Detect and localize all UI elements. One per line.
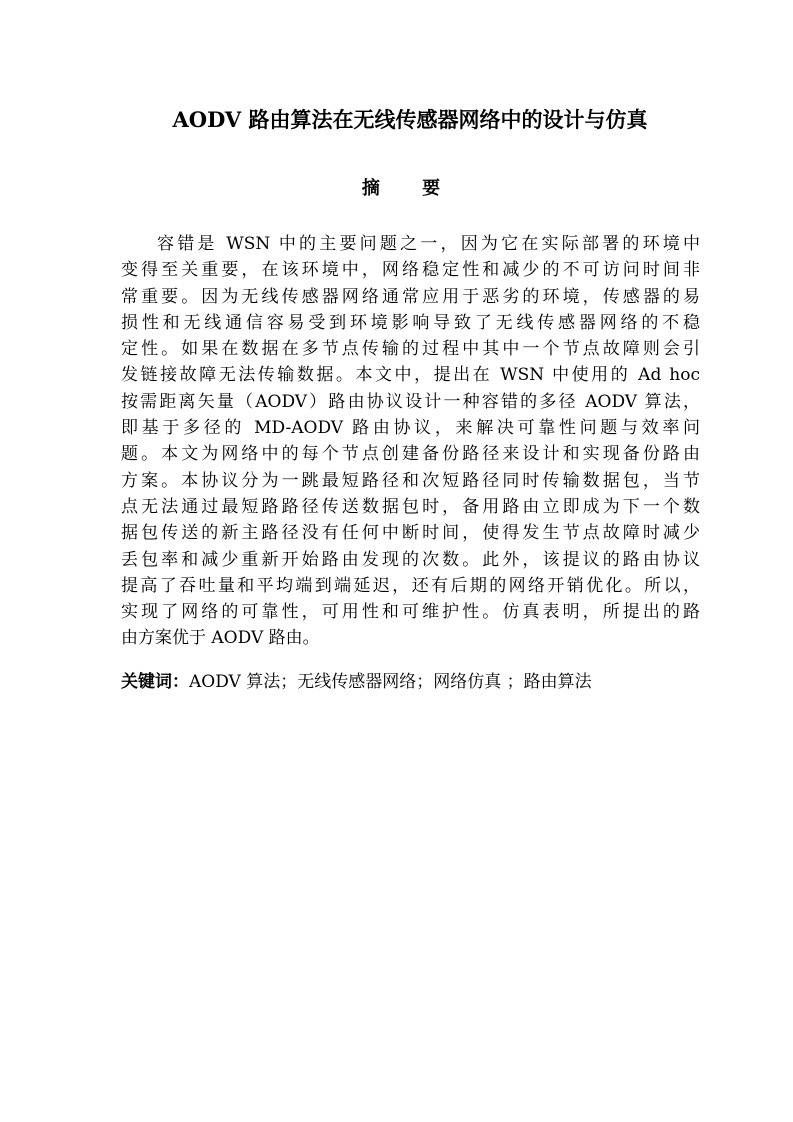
abstract-line: 按需距离矢量（AODV）路由协议设计一种容错的多径 AODV 算法， xyxy=(121,391,700,412)
abstract-line: 即基于多径的 MD-AODV 路由协议，来解决可靠性问题与效率问 xyxy=(121,418,700,439)
abstract-line: 据包传送的新主路径没有任何中断时间，使得发生节点故障时减少 xyxy=(121,523,700,544)
abstract-line: 损性和无线通信容易受到环境影响导致了无线传感器网络的不稳 xyxy=(121,312,700,333)
document-title: AODV 路由算法在无线传感器网络中的设计与仿真 xyxy=(172,107,648,132)
abstract-line: 提高了吞吐量和平均端到端延迟，还有后期的网络开销优化。所以， xyxy=(121,575,700,596)
keywords-text: AODV 算法；无线传感器网络；网络仿真 ；路由算法 xyxy=(189,672,592,692)
keywords-label: 关键词： xyxy=(121,672,189,692)
abstract-line: 发链接故障无法传输数据。本文中，提出在 WSN 中使用的 Ad hoc xyxy=(121,365,700,386)
abstract-line: 点无法通过最短路路径传送数据包时，备用路由立即成为下一个数 xyxy=(121,496,700,517)
abstract-line: 丢包率和减少重新开始路由发现的次数。此外，该提议的路由协议 xyxy=(121,549,700,570)
abstract-line: 方案。本协议分为一跳最短路径和次短路径同时传输数据包，当节 xyxy=(121,470,700,491)
keywords-line xyxy=(121,669,700,695)
abstract-line: 题。本文为网络中的每个节点创建备份路径来设计和实现备份路由 xyxy=(121,444,700,465)
abstract-line: 容错是 WSN 中的主要问题之一，因为它在实际部署的环境中 xyxy=(157,234,700,254)
abstract-line: 变得至关重要，在该环境中，网络稳定性和减少的不可访问时间非 xyxy=(121,260,700,281)
abstract-line: 由方案优于 AODV 路由。 xyxy=(121,628,320,649)
abstract-line: 定性。如果在数据在多节点传输的过程中其中一个节点故障则会引 xyxy=(121,339,700,360)
abstract-heading: 摘 要 xyxy=(361,178,459,199)
abstract-line: 常重要。因为无线传感器网络通常应用于恶劣的环境，传感器的易 xyxy=(121,286,700,307)
abstract-line: 实现了网络的可靠性，可用性和可维护性。仿真表明，所提出的路 xyxy=(121,602,700,623)
abstract-body xyxy=(121,231,700,652)
